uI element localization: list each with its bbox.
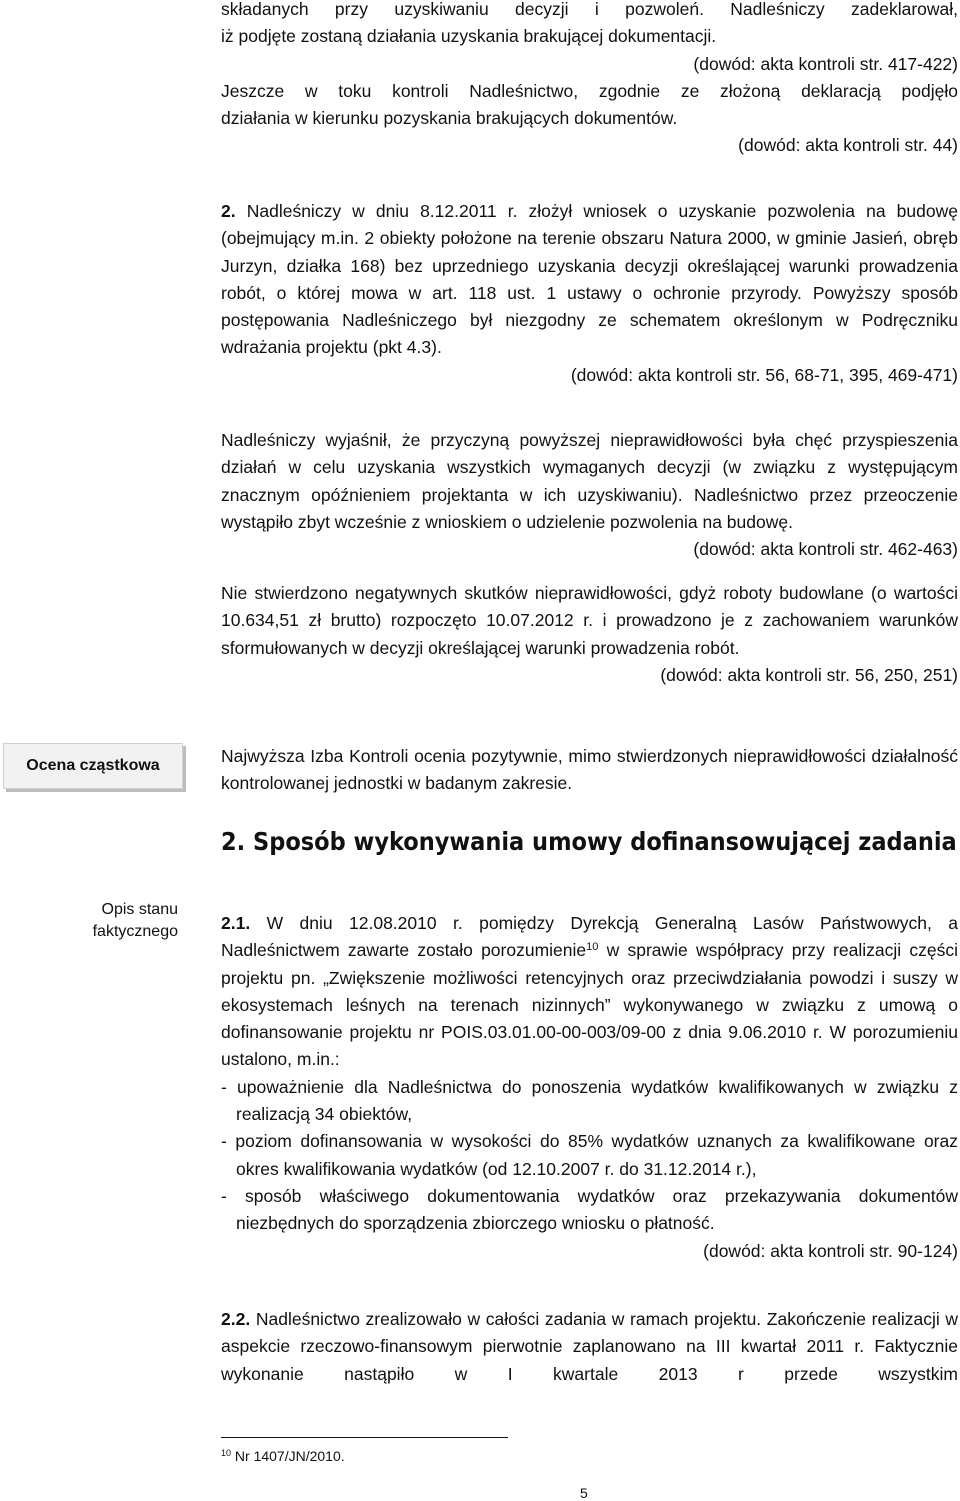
text-line: składanych przy uzyskiwaniu decyzji i pozwoleń. Nadleśniczy zadeklarował,	[221, 0, 958, 19]
assessment-box-label: Ocena cząstkowa	[26, 757, 160, 774]
evidence-reference: (dowód: akta kontroli str. 462-463)	[693, 539, 958, 560]
footnote	[221, 1448, 345, 1464]
factual-state-label	[60, 899, 178, 943]
text-line: działania w kierunku pozyskania brakujących dokumentów.	[221, 108, 678, 129]
footnote-reference: 10	[586, 941, 599, 954]
text-line: iż podjęte zostaną działania uzyskania brakującej dokumentacji.	[221, 26, 717, 47]
evidence-reference: (dowód: akta kontroli str. 56, 250, 251)	[660, 664, 958, 685]
paragraph-explanation	[221, 427, 958, 563]
paragraph-text: Nie stwierdzono negatywnych skutków nieprawidłowości, gdyż roboty budowlane (o wartości 10.634,51 zł brutto) rozpoczęto 10.07.2012 r. i prowadzono je z zachowaniem warunków sformułowanych w decyzji określającej warunki prowadzenia robót.	[221, 583, 958, 658]
paragraph-2-1	[221, 910, 958, 1265]
text-line: Jeszcze w toku kontroli Nadleśnictwo, zgodnie ze złożoną deklaracją podjęło	[221, 80, 958, 101]
point-text-part1: W dniu 12.08.2010 r. pomiędzy Dyrekcją Generalną Lasów Państwowych, a Nadleśnictwem zawarte zostało porozumienie	[221, 913, 958, 961]
section-heading-text: 2. Sposób wykonywania umowy dofinansowującej zadania	[221, 827, 957, 856]
point-text-part2: w sprawie współpracy przy realizacji części projektu pn. „Zwiększenie możliwości retencyjnych oraz przeciwdziałania powodzi i suszy w ekosystemach leśnych na terenach nizinnych” wykonywanego w związku z umową o dofinansowanie projektu nr POIS.03.01.00-00-003/09-00 z dnia 9.06.2010 r. W porozumieniu ustalono, m.in.:	[221, 940, 958, 1070]
point-number: 2.2.	[221, 1309, 251, 1329]
paragraph-2-2	[221, 1306, 958, 1388]
list-item: - poziom dofinansowania w wysokości do 85% wydatków uznanych za kwalifikowane oraz okres kwalifikowania wydatków (od 12.10.2007 r. do 31.12.2014 r.),	[221, 1131, 958, 1179]
evidence-reference: (dowód: akta kontroli str. 417-422)	[693, 53, 958, 74]
list-item: - sposób właściwego dokumentowania wydatków oraz przekazywania dokumentów niezbędnych do sporządzenia zbiorczego wniosku o płatność.	[221, 1185, 958, 1234]
paragraph-no-negative-effects	[221, 580, 958, 689]
factual-state-label-line1: Opis stanu	[101, 901, 178, 918]
paragraph-assessment	[221, 743, 958, 798]
evidence-reference: (dowód: akta kontroli str. 56, 68-71, 395, 469-471)	[570, 364, 958, 385]
paragraph-text	[221, 910, 958, 1074]
paragraph-text: Najwyższa Izba Kontroli ocenia pozytywnie, mimo stwierdzonych nieprawidłowości działalność kontrolowanej jednostki w badanym zakresie.	[221, 746, 958, 794]
footnote-text: Nr 1407/JN/2010.	[234, 1448, 345, 1464]
footnote-separator	[221, 1437, 508, 1438]
evidence-reference: (dowód: akta kontroli str. 44)	[738, 135, 958, 156]
paragraph-text: Nadleśniczy wyjaśnił, że przyczyną powyższej nieprawidłowości była chęć przyspieszenia działań w celu uzyskania wszystkich wymaganych decyzji (w związku z występującym znacznym opóźnieniem projektanta w ich uzyskiwaniu). Nadleśnictwo przez przeoczenie wystąpiło zbyt wcześnie z wnioskiem o udzielenie pozwolenia na budowę.	[221, 430, 958, 532]
footnote-number: 10	[221, 1448, 232, 1458]
paragraph-text	[221, 198, 958, 362]
paragraph-building-permit	[221, 198, 958, 389]
paragraph-declaration	[221, 0, 958, 160]
assessment-box	[3, 743, 183, 789]
evidence-reference: (dowód: akta kontroli str. 90-124)	[703, 1240, 958, 1261]
factual-state-label-line2: faktycznego	[92, 923, 178, 940]
point-number: 2.1.	[221, 913, 251, 933]
page-number: 5	[580, 1485, 588, 1501]
paragraph-text	[221, 1306, 958, 1388]
section-heading	[221, 823, 958, 861]
list-item: - upoważnienie dla Nadleśnictwa do ponoszenia wydatków kwalifikowanych w związku z realizacją 34 obiektów,	[221, 1076, 958, 1125]
point-text: Nadleśniczy w dniu 8.12.2011 r. złożył wniosek o uzyskanie pozwolenia na budowę (obejmujący m.in. 2 obiekty położone na terenie obszaru Natura 2000, w gminie Jasień, obręb Jurzyn, działka 168) bez uprzedniego uzyskania decyzji określającej warunki prowadzenia robót, o której mowa w art. 118 ust. 1 ustawy o ochronie przyrody. Powyższy sposób postępowania Nadleśniczego był niezgodny ze schematem określonym w Podręczniku wdrażania projektu (pkt 4.3).	[221, 201, 958, 358]
point-number: 2.	[221, 201, 236, 221]
point-text: Nadleśnictwo zrealizowało w całości zadania w ramach projektu. Zakończenie realizacji w aspekcie rzeczowo-finansowym pierwotnie zaplanowano na III kwartał 2011 r. Faktycznie wykonanie nastąpiło w I kwartale 2013 r przede wszystkim	[221, 1309, 958, 1384]
